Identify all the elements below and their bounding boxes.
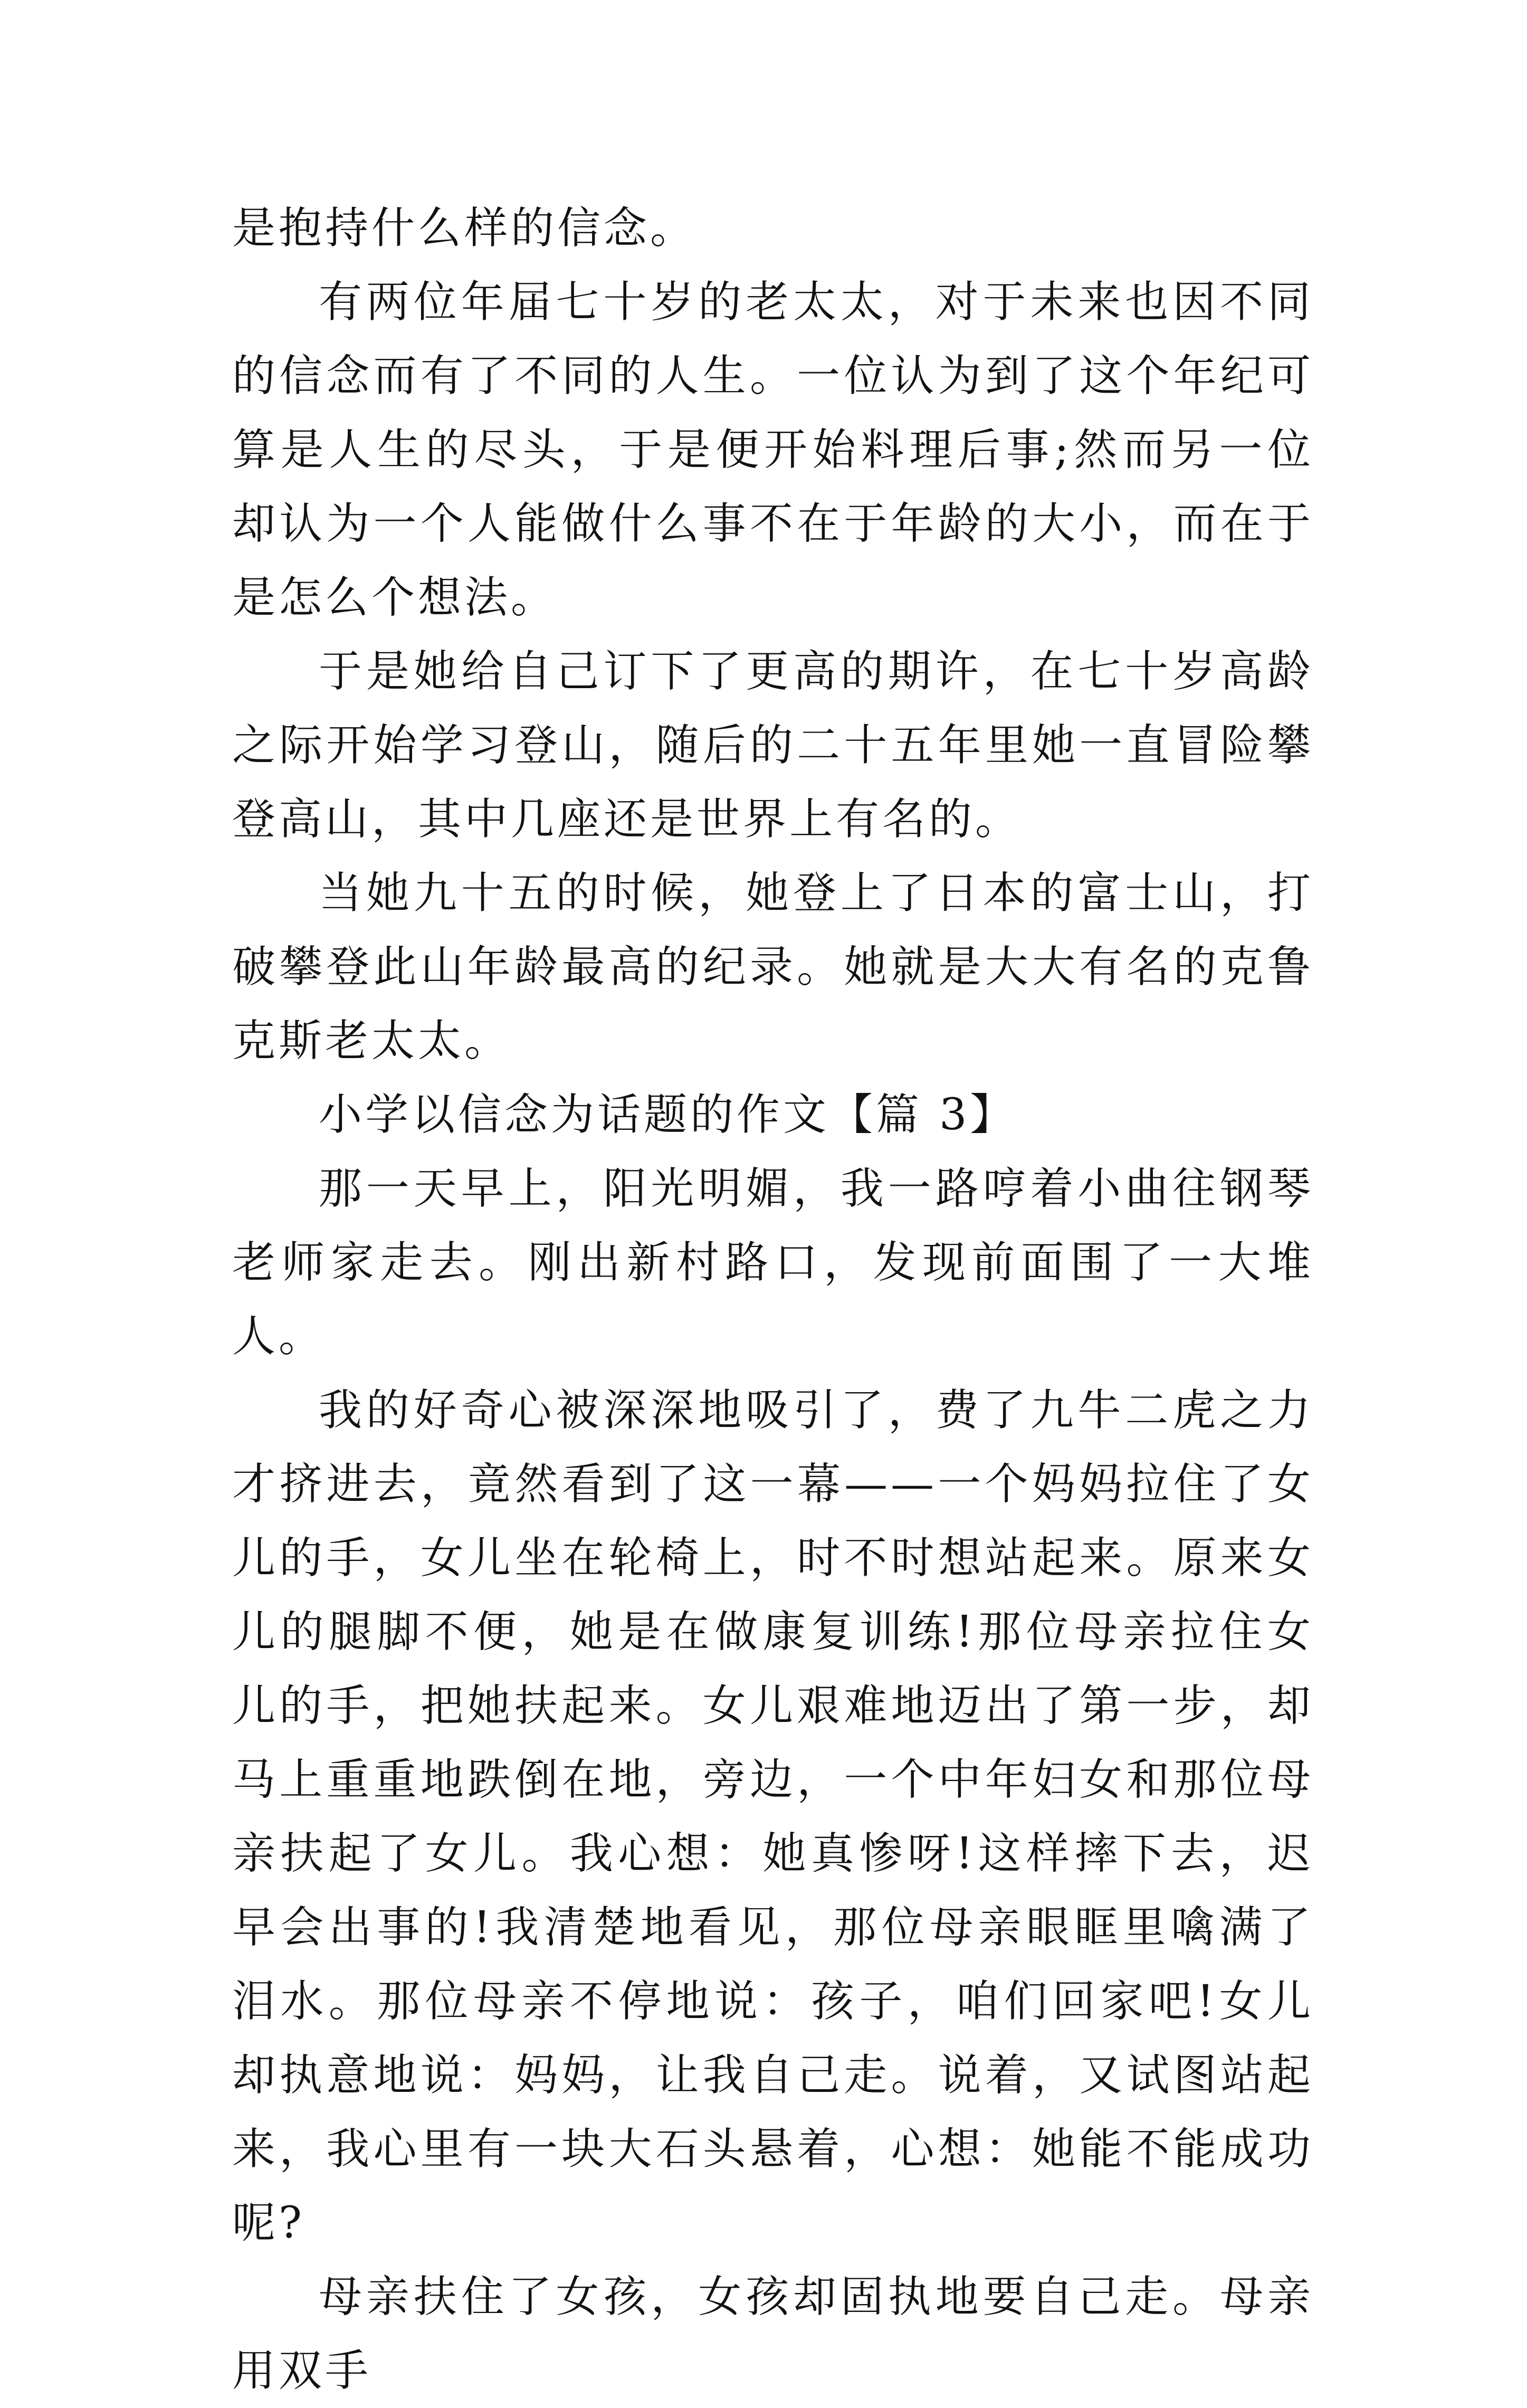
paragraph-continuation: 是抱持什么样的信念。 [232,203,697,253]
section-heading: 小学以信念为话题的作文【篇 3】 [319,1090,1017,1140]
paragraph-fuji-record: 当她九十五的时候，她登上了日本的富士山，打破攀登此山年龄最高的纪录。她就是大大有名的克鲁克斯老太太。 [232,868,1314,1066]
paragraph-mother-support: 母亲扶住了女孩，女孩却固执地要自己走。母亲用双手 [232,2272,1314,2396]
paragraph-two-old-ladies: 有两位年届七十岁的老太太，对于未来也因不同的信念而有了不同的人生。一位认为到了这个年纪可算是人生的尽头，于是便开始料理后事;然而另一位却认为一个人能做什么事不在于年龄的大小，而在于是怎么个想法。 [232,277,1314,623]
paragraph-morning-walk: 那一天早上，阳光明媚，我一路哼着小曲往钢琴老师家走去。刚出新村路口，发现前面围了一大堆人。 [232,1164,1314,1362]
paragraph-rehab-scene: 我的好奇心被深深地吸引了，费了九牛二虎之力才挤进去，竟然看到了这一幕——一个妈妈拉住了女儿的手，女儿坐在轮椅上，时不时想站起来。原来女儿的腿脚不便，她是在做康复训练!那位母亲拉住女儿的手，把她扶起来。女儿艰难地迈出了第一步，却马上重重地跌倒在地，旁边，一个中年妇女和那位母亲扶起了女儿。我心想：她真惨呀!这样摔下去，迟早会出事的!我清楚地看见，那位母亲眼眶里噙满了泪水。那位母亲不停地说：孩子，咱们回家吧!女儿却执意地说：妈妈，让我自己走。说着，又试图站起来，我心里有一块大石头悬着，心想：她能不能成功呢? [232,1385,1314,2248]
paragraph-climbing: 于是她给自己订下了更高的期许，在七十岁高龄之际开始学习登山，随后的二十五年里她一直冒险攀登高山，其中几座还是世界上有名的。 [232,646,1314,844]
document-body [232,192,1314,2408]
